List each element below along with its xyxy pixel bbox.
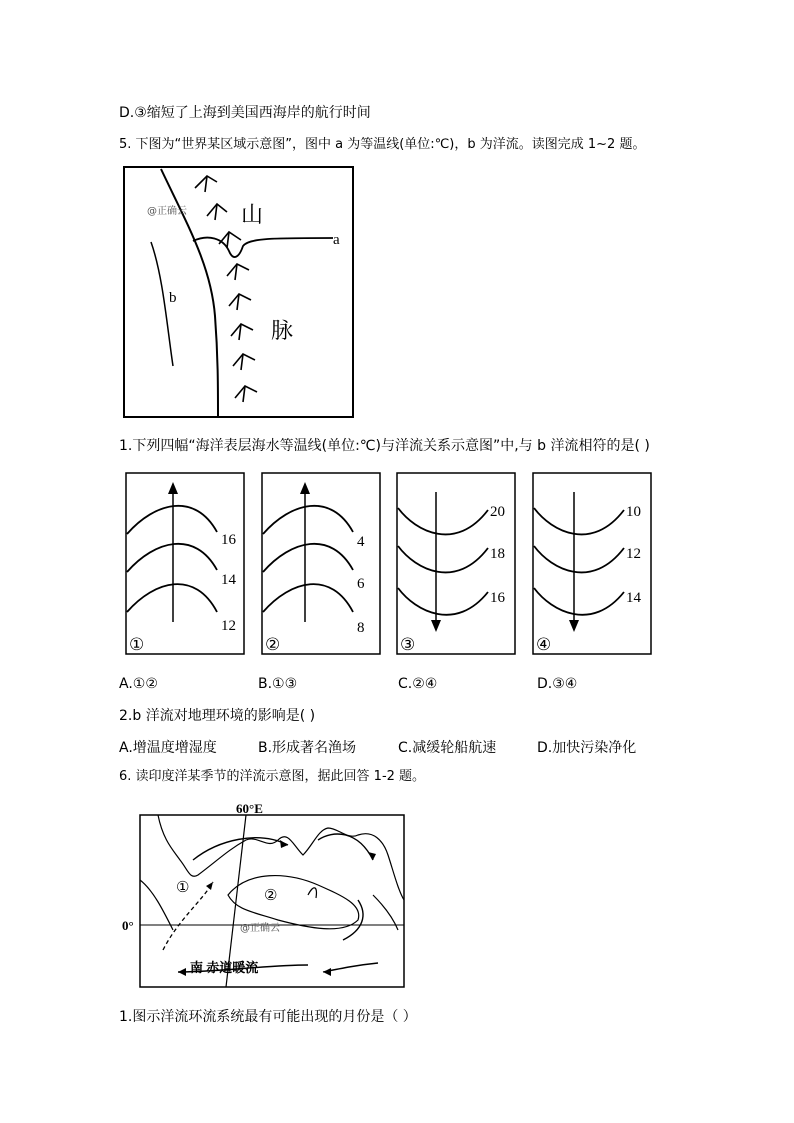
- panel-index: ④: [536, 635, 552, 654]
- label-b: b: [169, 290, 177, 306]
- isotherm-label: 18: [490, 546, 505, 562]
- watermark: @正确云: [240, 923, 280, 934]
- isotherm-a-line: [193, 238, 333, 257]
- q5-sub1-option-b[interactable]: B.①③: [258, 676, 298, 692]
- region-1-label: ①: [176, 880, 190, 896]
- q5-sub1-stem: 1.下列四幅“海洋表层海水等温线(单位:℃)与洋流关系示意图”中,与 b 洋流相符的是( ): [119, 438, 650, 454]
- question-5-stem: 5. 下图为“世界某区域示意图”，图中 a 为等温线(单位:℃)，b 为洋流。读图完成 1~2 题。: [119, 137, 646, 152]
- q5-sub1-option-a[interactable]: A.①②: [119, 676, 158, 692]
- panel-index: ③: [400, 635, 416, 654]
- label-a: a: [333, 232, 340, 248]
- q5-sub2-option-a[interactable]: A.增温度增湿度: [119, 740, 217, 756]
- isotherm-panel-3: [396, 472, 516, 655]
- isotherm-label: 20: [490, 504, 505, 520]
- equator-label: 0°: [122, 918, 134, 933]
- q5-sub1-option-d[interactable]: D.③④: [537, 676, 578, 692]
- mountain-label-1: 山: [241, 202, 264, 227]
- region-sketch-map: [123, 166, 355, 419]
- arrow-up: [168, 482, 178, 494]
- isotherm-panel-4: [532, 472, 652, 655]
- isotherm-label: 12: [221, 618, 236, 634]
- arrow-down: [431, 620, 441, 632]
- isotherm-label: 14: [626, 590, 641, 606]
- panel-index: ②: [265, 635, 281, 654]
- isotherm-label: 4: [357, 534, 365, 550]
- map-frame: [124, 167, 353, 417]
- arrow-down: [569, 620, 579, 632]
- q5-sub2-option-b[interactable]: B.形成著名渔场: [258, 740, 357, 756]
- panel-index: ①: [129, 635, 145, 654]
- q5-sub2-option-d[interactable]: D.加快污染净化: [537, 740, 637, 756]
- meridian-label: 60°E: [236, 801, 263, 816]
- indian-ocean-current-map: [118, 800, 408, 990]
- q6-sub1-stem: 1.图示洋流环流系统最有可能出现的月份是（ ）: [119, 1009, 417, 1025]
- isotherm-label: 12: [626, 546, 641, 562]
- isotherm-label: 16: [490, 590, 505, 606]
- isotherm-label: 8: [357, 620, 365, 636]
- isotherm-label: 14: [221, 572, 236, 588]
- isotherm-label: 16: [221, 532, 236, 548]
- q5-sub1-option-c[interactable]: C.②④: [398, 676, 438, 692]
- isotherm-panel-2: [261, 472, 381, 655]
- region-2-label: ②: [264, 888, 278, 904]
- mountain-label-2: 脉: [271, 318, 294, 343]
- q5-sub2-stem: 2.b 洋流对地理环境的影响是( ): [119, 708, 316, 724]
- watermark: @正确云: [147, 206, 187, 217]
- south-equatorial-current-label: 南 赤道暖流: [190, 960, 259, 975]
- isotherm-label: 10: [626, 504, 641, 520]
- isotherm-panel-1: [125, 472, 245, 655]
- question-6-stem: 6. 读印度洋某季节的洋流示意图，据此回答 1-2 题。: [119, 769, 426, 784]
- arrow-up: [300, 482, 310, 494]
- q5-sub2-option-c[interactable]: C.减缓轮船航速: [398, 740, 497, 756]
- previous-option-d: D.③缩短了上海到美国西海岸的航行时间: [119, 105, 371, 121]
- isotherm-label: 6: [357, 576, 365, 592]
